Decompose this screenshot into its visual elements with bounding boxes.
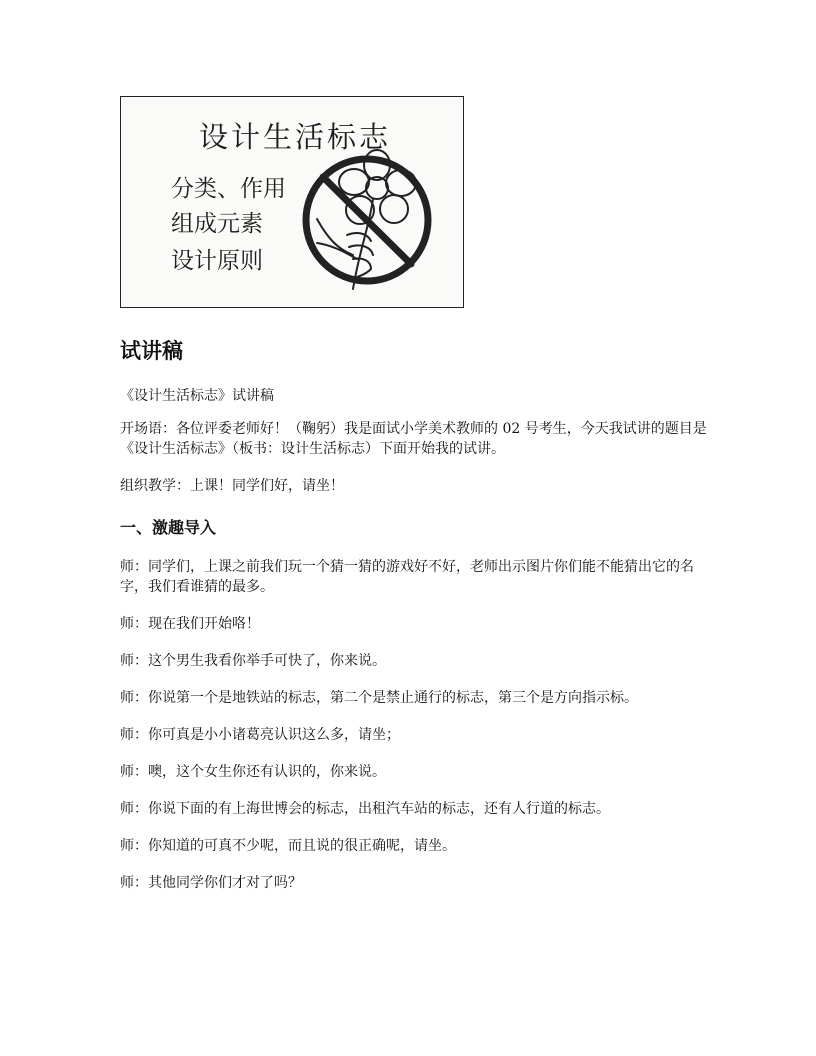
dialogue-paragraph: 师：这个男生我看你举手可快了，你来说。: [120, 653, 386, 669]
opening-paragraph: 开场语：各位评委老师好！（鞠躬）我是面试小学美术教师的 02 号考生，今天我试讲的题目是《设计生活标志》（板书：设计生活标志）下面开始我的试讲。: [120, 421, 707, 457]
dialogue-paragraph: 师：你可真是小小诸葛亮认识这么多，请坐；: [120, 727, 400, 743]
document-heading: 试讲稿: [120, 339, 183, 363]
board-line-2: 组成元素: [171, 211, 263, 237]
dialogue-paragraph: 师：你说第一个是地铁站的标志，第二个是禁止通行的标志，第三个是方向指示标。: [120, 690, 638, 706]
dialogue-paragraph: 师：你说下面的有上海世博会的标志，出租汽车站的标志，还有人行道的标志。: [120, 801, 610, 817]
lecture-subtitle: 《设计生活标志》试讲稿: [120, 388, 274, 404]
dialogue-paragraph: 师：噢，这个女生你还有认识的，你来说。: [120, 764, 386, 780]
board-title: 设计生活标志: [199, 120, 392, 154]
board-line-1: 分类、作用: [171, 176, 286, 202]
document-page: [120, 96, 710, 893]
dialogue-paragraph: 师：你知道的可真不少呢，而且说的很正确呢，请坐。: [120, 838, 456, 854]
blackboard-sketch-image: [120, 96, 464, 308]
board-line-3: 设计原则: [171, 248, 263, 274]
dialogue-paragraph: 师：其他同学你们才对了吗？: [120, 875, 302, 891]
no-picking-flowers-icon: [306, 150, 428, 289]
dialogue-paragraph: 师：同学们，上课之前我们玩一个猜一猜的游戏好不好，老师出示图片你们能不能猜出它的名字，我们看谁猜的最多。: [120, 559, 694, 595]
sketch-drawing: [121, 97, 465, 309]
section-heading-intro: 一、激趣导入: [120, 518, 217, 537]
organize-paragraph: 组织教学：上课！同学们好，请坐！: [120, 478, 344, 494]
dialogue-paragraph: 师：现在我们开始咯！: [120, 616, 260, 632]
